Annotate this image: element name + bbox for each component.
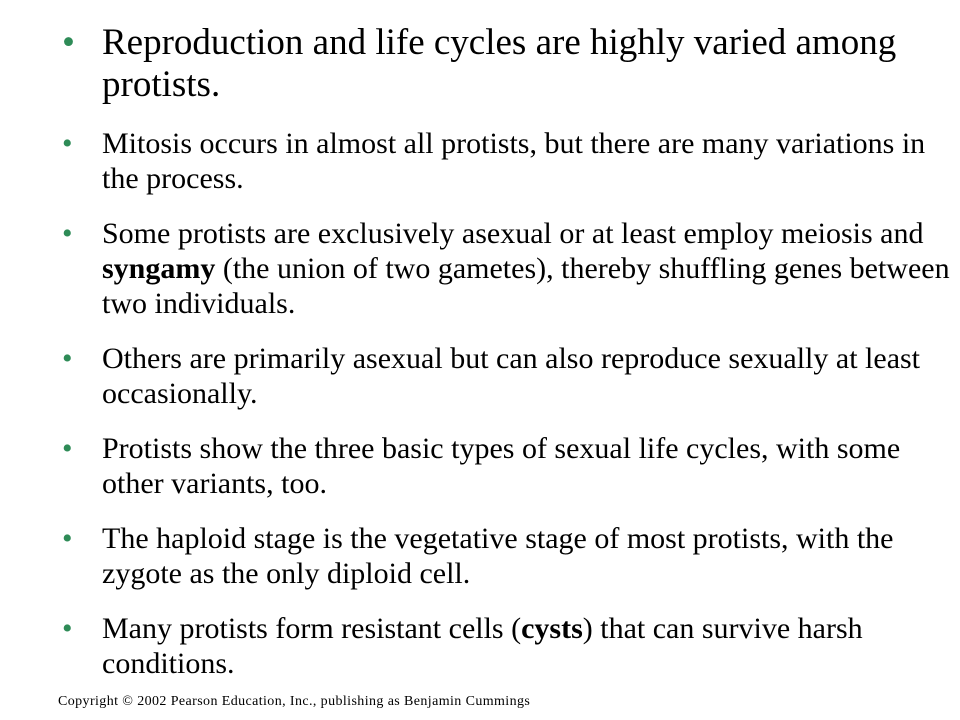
bullet-item-main — [62, 22, 952, 106]
bullet-text-part: Some protists are exclusively asexual or at least employ meiosis and — [102, 217, 924, 250]
bullet-dot-icon: • — [62, 342, 73, 375]
bullet-item — [62, 216, 952, 321]
bullet-dot-icon: • — [62, 522, 73, 555]
bullet-text: Others are primarily asexual but can also reproduce sexually at least occasionally. — [102, 342, 921, 410]
bullet-text: The haploid stage is the vegetative stage of most protists, with the zygote as the only diploid cell. — [102, 522, 894, 590]
bullet-text-part: Many protists form resistant cells ( — [102, 612, 522, 645]
bullet-text: Mitosis occurs in almost all protists, but there are many variations in the process. — [102, 127, 926, 195]
bullet-text — [102, 217, 950, 320]
bullet-dot-icon: • — [62, 432, 73, 465]
bullet-text — [102, 612, 863, 680]
bullet-text: Protists show the three basic types of sexual life cycles, with some other variants, too. — [102, 432, 901, 500]
bullet-text: Reproduction and life cycles are highly varied among protists. — [102, 22, 897, 105]
bullet-dot-icon: • — [62, 217, 73, 250]
bullet-dot-icon: • — [62, 127, 73, 160]
bullet-item — [62, 431, 952, 501]
bullet-item — [62, 611, 952, 681]
copyright-footer: Copyright © 2002 Pearson Education, Inc., publishing as Benjamin Cummings — [58, 694, 531, 709]
term-syngamy: syngamy — [102, 252, 216, 285]
bullet-item — [62, 521, 952, 591]
term-cysts: cysts — [521, 612, 583, 645]
bullet-text-part: (the union of two gametes), thereby shuffling genes between two individuals. — [102, 252, 950, 320]
bullet-text-part: ) that can survive harsh conditions. — [102, 612, 863, 680]
bullet-list — [62, 22, 952, 701]
bullet-item — [62, 126, 952, 196]
bullet-item — [62, 341, 952, 411]
bullet-dot-icon: • — [62, 22, 75, 63]
bullet-dot-icon: • — [62, 612, 73, 645]
